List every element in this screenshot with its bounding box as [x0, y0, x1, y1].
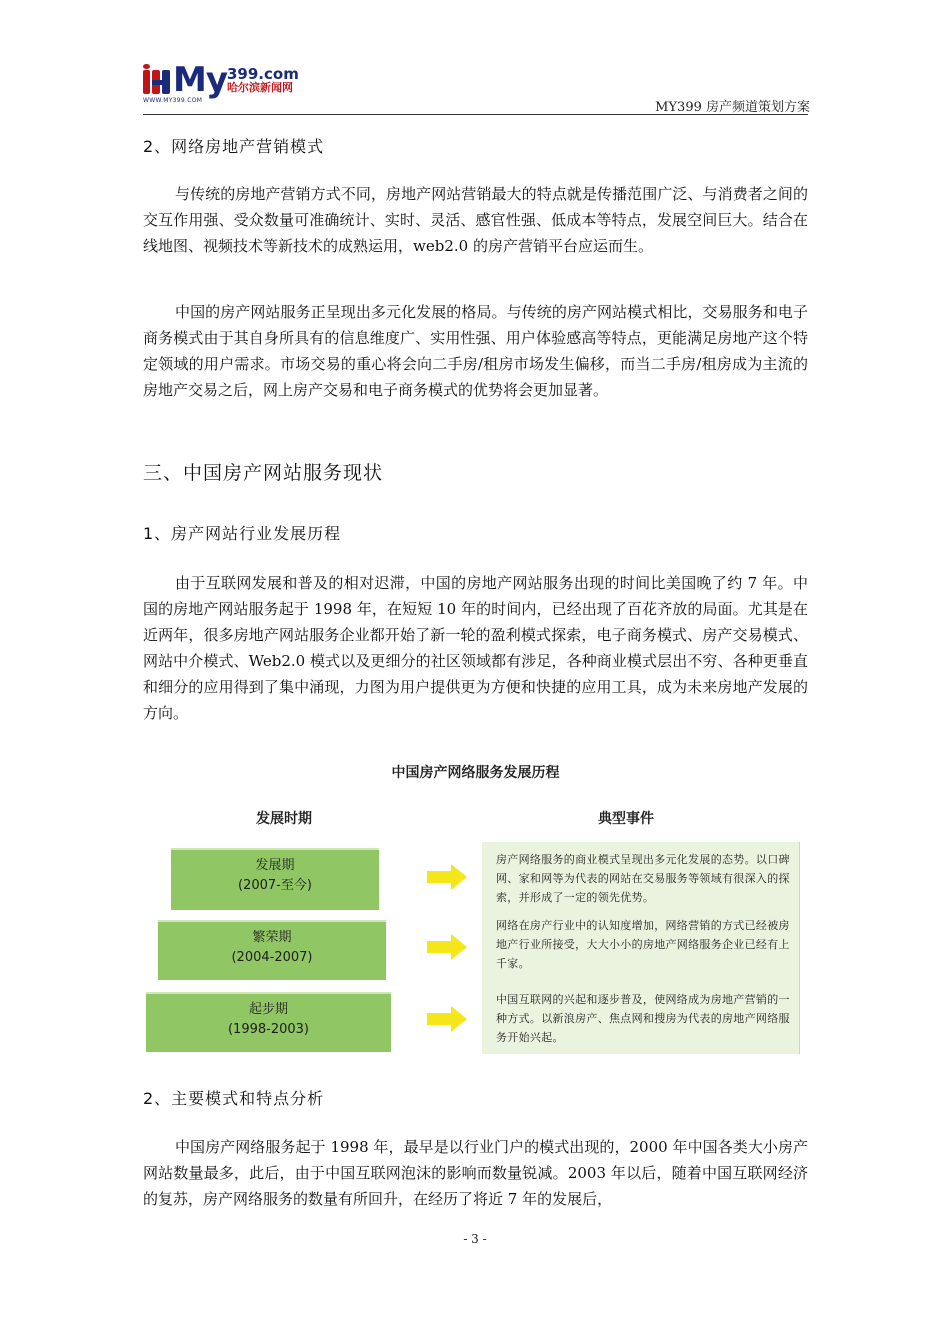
page-number: - 3 - [463, 1232, 487, 1246]
paragraph: 中国的房产网站服务正呈现出多元化发展的格局。与传统的房产网站模式相比，交易服务和电子商务模式由于其自身所具有的信息维度广、实用性强、用户体验感高等特点，更能满足房地产这个特定领域的用户需求。市场交易的重心将会向二手房/租房市场发生偏移，而当二手房/租房成为主流的房地产交易之后，网上房产交易和电子商务模式的优势将会更加显著。 [143, 303, 808, 399]
section-heading: 1、房产网站行业发展历程 [143, 524, 342, 543]
column-header-events: 典型事件 [598, 811, 654, 827]
stage-box-development [171, 848, 379, 910]
logo-url: WWW.MY399.COM [143, 97, 203, 104]
arrow-right-icon [427, 1006, 467, 1032]
column-header-period: 发展时期 [256, 811, 312, 827]
stage-period: (1998-2003) [227, 1022, 309, 1037]
stage-name: 起步期 [248, 1002, 288, 1017]
section-heading: 2、主要模式和特点分析 [143, 1089, 325, 1108]
stage-name: 繁荣期 [252, 930, 292, 945]
arrow-right-icon [427, 934, 467, 960]
header-divider [143, 114, 808, 115]
document-title: MY399 房产频道策划方案 [655, 100, 810, 115]
figure-title: 中国房产网络服务发展历程 [391, 765, 560, 781]
site-logo [143, 60, 303, 108]
logo-site-name: 哈尔滨新闻网 [227, 81, 293, 94]
logo-wordmark: My [173, 60, 227, 100]
paragraph: 由于互联网发展和普及的相对迟滞，中国的房地产网站服务出现的时间比美国晚了约 7 年。中国的房地产网站服务起于 1998 年，在短短 10 年的时间内，已经出现了百花齐放的局面。尤其是在近两年，很多房地产网站服务企业都开始了新一轮的盈利模式探索，电子商务模式、房产交易模式、网站中介模式、Web2.0 模式以及更细分的社区领域都有涉足，各种商业模式层出不穷、各种更垂直和细分的应用得到了集中涌现，力图为用户提供更为方便和快捷的应用工具，成为未来房地产发展的方向。 [143, 574, 808, 722]
stage-name: 发展期 [255, 858, 295, 873]
event-text: 中国互联网的兴起和逐步普及，使网络成为房地产营销的一种方式。以新浪房产、焦点网和搜房为代表的房地产网络服务开始兴起。 [496, 993, 790, 1044]
section-heading: 2、网络房地产营销模式 [143, 137, 325, 156]
stage-box-startup [146, 992, 391, 1052]
paragraph: 与传统的房地产营销方式不同，房地产网站营销最大的特点就是传播范围广泛、与消费者之间的交互作用强、受众数量可准确统计、实时、灵活、感官性强、低成本等特点，发展空间巨大。结合在线地图、视频技术等新技术的成熟运用，web2.0 的房产营销平台应运而生。 [143, 185, 808, 255]
event-text: 房产网络服务的商业模式呈现出多元化发展的态势。以口碑网、家和网等为代表的网站在交易服务等领域有很深入的探索，并形成了一定的领先优势。 [496, 853, 790, 904]
logo-figure-icon [143, 68, 173, 98]
stage-period: (2007-至今) [238, 878, 312, 893]
stage-box-prosperity [158, 920, 386, 980]
chapter-heading: 三、中国房产网站服务现状 [143, 462, 384, 484]
paragraph: 中国房产网络服务起于 1998 年，最早是以行业门户的模式出现的，2000 年中国各类大小房产网站数量最多，此后，由于中国互联网泡沫的影响而数量锐减。2003 年以后，随着中国互联网经济的复苏，房产网络服务的数量有所回升，在经历了将近 7 年的发展后， [143, 1138, 808, 1208]
arrow-right-icon [427, 864, 467, 890]
stage-period: (2004-2007) [231, 950, 313, 965]
events-panel [482, 842, 800, 1054]
event-text: 网络在房产行业中的认知度增加，网络营销的方式已经被房地产行业所接受，大大小小的房地产网络服务企业已经有上千家。 [496, 919, 790, 970]
logo-domain: 399.com [227, 65, 299, 83]
